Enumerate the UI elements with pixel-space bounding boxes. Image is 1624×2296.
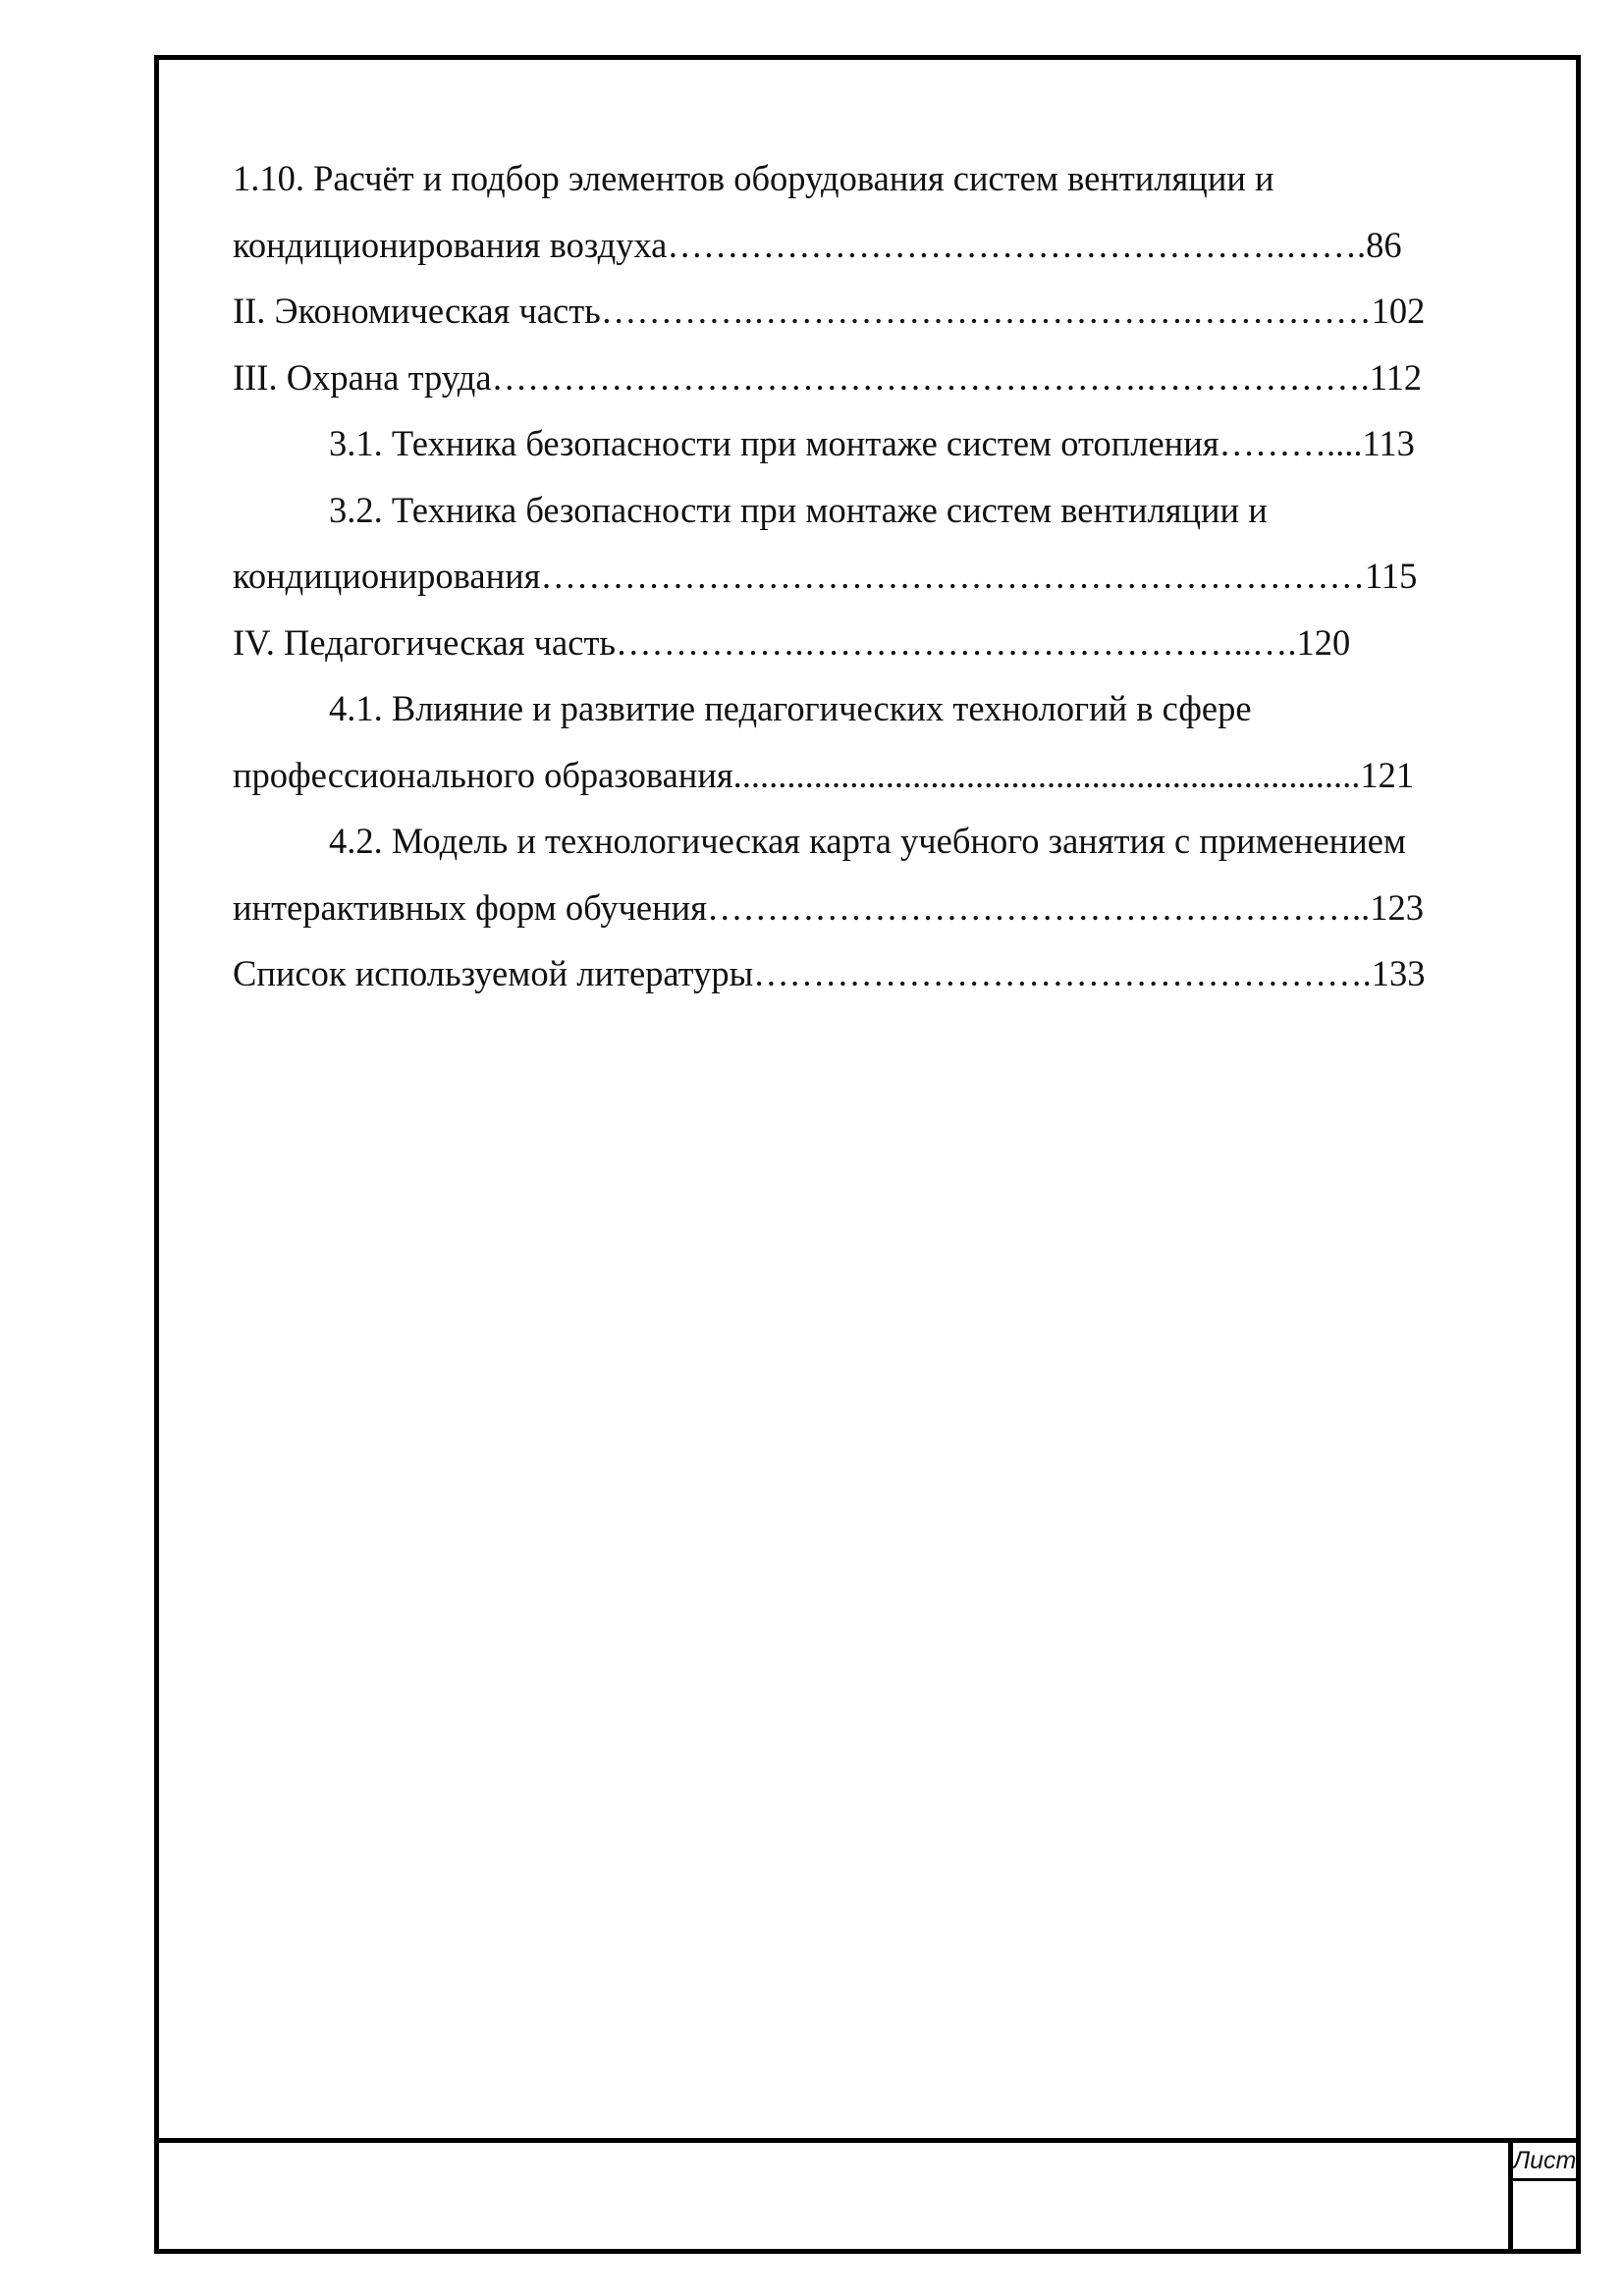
- title-block-rule: [159, 2138, 1576, 2143]
- toc-line: 1.10. Расчёт и подбор элементов оборудования систем вентиляции и: [233, 158, 1274, 198]
- sheet-number-cell: [1508, 2138, 1576, 2249]
- toc-line: IV. Педагогическая часть…………….………………………………..….120: [233, 621, 1351, 663]
- toc-line: 3.2. Техника безопасности при монтаже систем вентиляции и: [329, 489, 1268, 530]
- toc-line: профессионального образования......................................................................121: [233, 754, 1415, 795]
- toc-line: 3.1. Техника безопасности при монтаже систем отопления………....113: [329, 423, 1415, 463]
- toc-line: III. Охрана труда……………………………………………….……………….112: [233, 356, 1423, 398]
- toc-line: Список используемой литературы…………………………………………….133: [233, 953, 1426, 993]
- table-of-contents: [233, 145, 1519, 1007]
- sheet-label: Лист: [1513, 2147, 1577, 2174]
- toc-line: кондиционирования воздуха…………………………………………….…….86: [233, 224, 1402, 265]
- sheet-cell-divider: [1513, 2178, 1576, 2181]
- toc-line: интерактивных форм обучения………………………………………………..123: [233, 886, 1424, 928]
- toc-line: 4.1. Влияние и развитие педагогических технологий в сфере: [329, 688, 1252, 728]
- toc-line: II. Экономическая часть………….……………………………….……………102: [233, 291, 1426, 331]
- toc-line: кондиционирования……………………………………………………………115: [233, 556, 1418, 596]
- toc-line: 4.2. Модель и технологическая карта учебного занятия с применением: [329, 821, 1407, 861]
